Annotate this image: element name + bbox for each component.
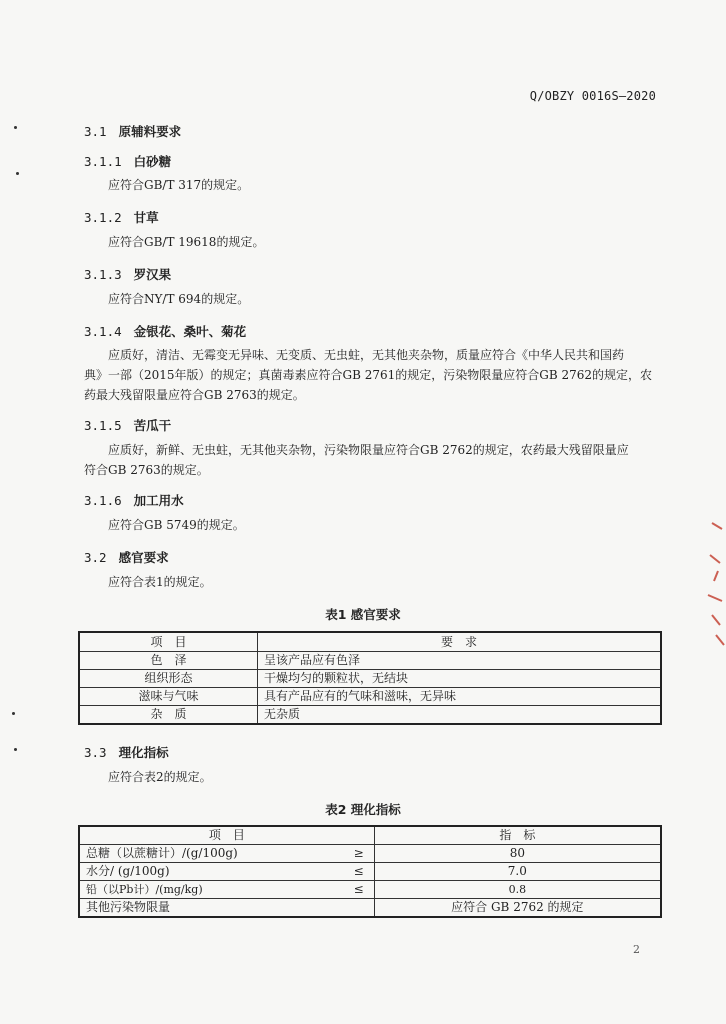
section-text-line: 典》一部（2015年版）的规定；真菌毒素应符合GB 2761的规定，污染物限量应符合GB 2762的规定，农	[84, 368, 653, 382]
table-cell: 应符合 GB 2762 的规定	[374, 899, 661, 918]
table-cell: 具有产品应有的气味和滋味，无异味	[258, 688, 662, 706]
table-cell: 铅（以Pb计）/(mg/kg)	[79, 881, 322, 899]
table-cell: 其他污染物限量	[79, 899, 322, 918]
table-row	[79, 881, 661, 899]
table-cell: ≥	[322, 845, 374, 863]
section-heading: 3.1.3 罗汉果	[84, 267, 172, 282]
scan-speck	[12, 712, 15, 715]
table-header-cell: 要 求	[258, 632, 662, 652]
table-row	[79, 899, 661, 918]
physicochemical-indicators-table	[78, 825, 662, 918]
table2-caption: 表2 理化指标	[325, 802, 401, 817]
page-number: 2	[633, 943, 640, 956]
red-seal-fragment	[704, 515, 726, 655]
section-heading: 3.3 理化指标	[84, 745, 169, 760]
table-cell: ≤	[322, 881, 374, 899]
scan-speck	[16, 172, 19, 175]
section-text: 应符合表1的规定。	[108, 575, 212, 589]
section-heading: 3.1.6 加工用水	[84, 493, 184, 508]
table-cell: 7.0	[374, 863, 661, 881]
section-heading: 3.1.2 甘草	[84, 210, 159, 225]
section-heading: 3.2 感官要求	[84, 550, 169, 565]
section-heading: 3.1.4 金银花、桑叶、菊花	[84, 324, 247, 339]
table-row	[79, 652, 661, 670]
table-header-cell: 项 目	[79, 632, 258, 652]
section-heading: 3.1.5 苦瓜干	[84, 418, 172, 433]
table-cell: 总糖（以蔗糖计）/(g/100g)	[79, 845, 322, 863]
table-cell: 水分/ (g/100g)	[79, 863, 322, 881]
table-row	[79, 863, 661, 881]
table-cell: 杂 质	[79, 706, 258, 725]
section-text: 应符合GB/T 317的规定。	[108, 178, 250, 192]
section-text-line: 应质好，新鲜、无虫蛀，无其他夹杂物，污染物限量应符合GB 2762的规定，农药最大残留限量应	[108, 443, 629, 457]
scan-speck	[14, 126, 17, 129]
table-row	[79, 845, 661, 863]
table-cell: 0.8	[374, 881, 661, 899]
table-header-row	[79, 826, 661, 845]
table-cell: 滋味与气味	[79, 688, 258, 706]
section-text: 应符合GB 5749的规定。	[108, 518, 245, 532]
table-cell: 干燥均匀的颗粒状，无结块	[258, 670, 662, 688]
scan-speck	[14, 748, 17, 751]
table-cell: 组织形态	[79, 670, 258, 688]
table-cell: 色 泽	[79, 652, 258, 670]
table-header-row	[79, 632, 661, 652]
standard-number: Q/OBZY 0016S—2020	[529, 89, 656, 103]
table1-caption: 表1 感官要求	[325, 607, 401, 622]
section-text: 应符合NY/T 694的规定。	[108, 292, 250, 306]
table-cell: 呈该产品应有色泽	[258, 652, 662, 670]
table-row	[79, 670, 661, 688]
table-header-cell: 项 目	[79, 826, 374, 845]
section-text: 应符合GB/T 19618的规定。	[108, 235, 265, 249]
table-row	[79, 706, 661, 725]
section-text: 应符合表2的规定。	[108, 770, 212, 784]
table-cell: 无杂质	[258, 706, 662, 725]
section-text-line: 应质好，清洁、无霉变无异味、无变质、无虫蛀，无其他夹杂物，质量应符合《中华人民共和国药	[108, 348, 625, 362]
sensory-requirements-table	[78, 631, 662, 725]
section-heading: 3.1 原辅料要求	[84, 124, 182, 139]
table-row	[79, 688, 661, 706]
section-heading: 3.1.1 白砂糖	[84, 154, 172, 169]
table-cell: ≤	[322, 863, 374, 881]
table-cell	[322, 899, 374, 918]
table-header-cell: 指 标	[374, 826, 661, 845]
section-text-line: 药最大残留限量应符合GB 2763的规定。	[84, 388, 305, 402]
section-text-line: 符合GB 2763的规定。	[84, 463, 209, 477]
table-cell: 80	[374, 845, 661, 863]
